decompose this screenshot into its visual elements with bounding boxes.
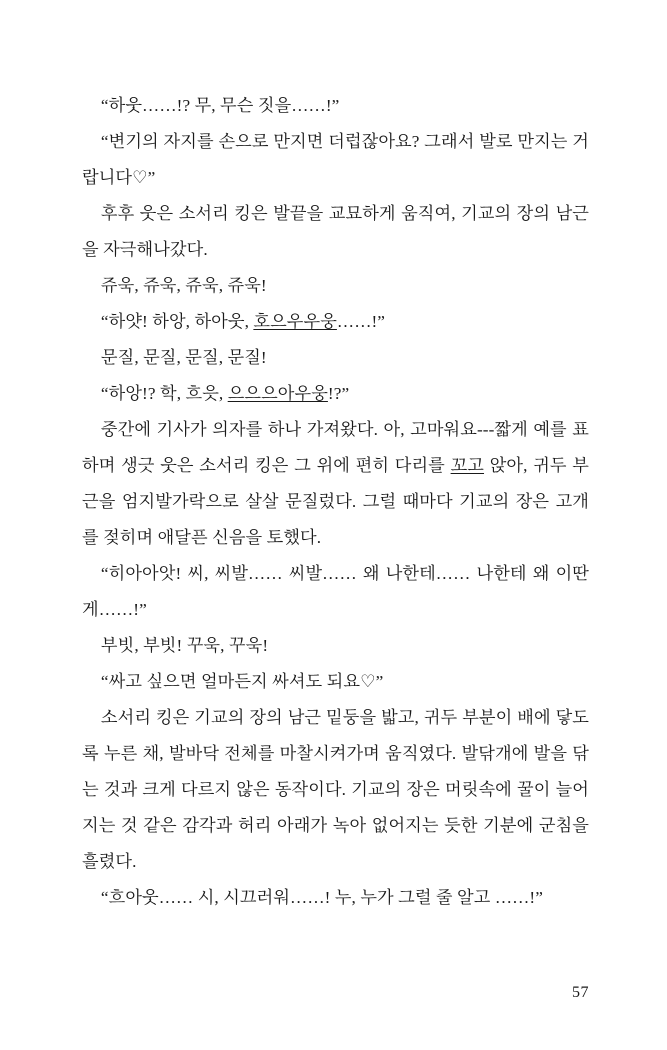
emphasis-underline: 으으으아우웅 (227, 384, 328, 403)
paragraph: “하앙!? 학, 흐읏, 으으으아우웅!?” (100, 384, 350, 403)
paragraph: “히아아앗! 씨, 씨발…… 씨발…… 왜 나한테…… 나한테 왜 이딴 게……!” (82, 564, 589, 619)
paragraph: 쥬욱, 쥬욱, 쥬욱, 쥬욱! (100, 276, 267, 295)
paragraph: “싸고 싶으면 얼마든지 싸셔도 되요♡” (100, 672, 384, 691)
paragraph: “하얏! 하앙, 하아웃, 호으우우웅……!” (100, 312, 386, 331)
paragraph: “하웃……!? 무, 무슨 짓을……!” (100, 96, 340, 115)
paragraph: 문질, 문질, 문질, 문질! (100, 348, 267, 367)
paragraph: “흐아웃…… 시, 시끄러워……! 누, 누가 그럴 줄 알고 ……!” (100, 888, 543, 907)
paragraph: 중간에 기사가 의자를 하나 가져왔다. 아, 고마워요---짧게 예를 표하며 생긋 웃은 소서리 킹은 그 위에 편히 다리를 꼬고 앉아, 귀두 부근을 엄지발가락으로 살살 문질렀다. 그럴 때마다 기교의 장은 고개를 젖히며 애달픈 신음을 토했다. (82, 420, 590, 547)
page-body (82, 88, 589, 916)
paragraph: 소서리 킹은 기교의 장의 남근 밑둥을 밟고, 귀두 부분이 배에 닿도록 누른 채, 발바닥 전체를 마찰시켜가며 움직였다. 발닦개에 발을 닦는 것과 크게 다르지 않은 동작이다. 기교의 장은 머릿속에 꿀이 늘어지는 것 같은 감각과 허리 아래가 녹아 없어지는 듯한 기분에 군침을 흘렸다. (82, 708, 589, 871)
emphasis-underline: 호으우우웅 (253, 312, 337, 331)
page-number: 57 (572, 984, 589, 1001)
paragraph: “변기의 자지를 손으로 만지면 더럽잖아요? 그래서 발로 만지는 거랍니다♡” (82, 132, 589, 187)
paragraph: 부빗, 부빗! 꾸욱, 꾸욱! (100, 636, 269, 655)
emphasis-underline: 꼬고 (450, 456, 485, 475)
paragraph: 후후 웃은 소서리 킹은 발끝을 교묘하게 움직여, 기교의 장의 남근을 자극해나갔다. (82, 204, 589, 259)
